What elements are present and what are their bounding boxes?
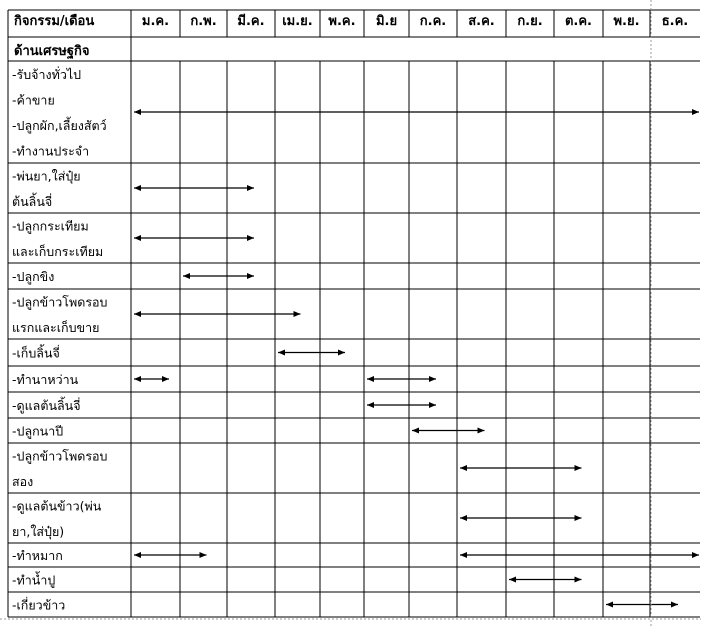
activity-label: -ค้าขาย (12, 92, 55, 108)
table-row (12, 424, 63, 440)
activity-label: -ดูแลต้นข้าว(พ่น (12, 498, 102, 514)
activity-label: -ทำงานประจำ (12, 143, 90, 159)
table-grid (8, 10, 700, 617)
table-row (12, 448, 108, 489)
month-header: ก.ย. (517, 14, 543, 29)
table-row (12, 372, 79, 387)
activity-label: -เก็บลิ้นจี่ (12, 345, 60, 361)
span-arrows (134, 112, 699, 605)
section-label: ด้านเศรษฐกิจ (14, 44, 90, 59)
activity-label: -รับจ้างทั่วไป (12, 66, 82, 82)
activity-label: -ดูแลต้นลิ้นจี่ (12, 398, 81, 413)
table-row (12, 571, 55, 589)
activity-label: -ปลูกกระเทียม (12, 218, 89, 234)
activity-label: -เกี่ยวข้าว (12, 597, 66, 613)
table-row (12, 269, 54, 285)
activity-label: -ทำน้ำปู (12, 572, 56, 588)
activity-label: -ปลูกขิง (12, 269, 55, 284)
header-label: กิจกรรม/เดือน (14, 14, 95, 29)
table-row (12, 548, 63, 563)
activity-label: -ทำนาหว่าน (12, 372, 79, 387)
activity-label: -ปลูกข้าวโพดรอบ (12, 294, 108, 310)
activity-label: -ปลูกผัก,เลี้ยงสัตว์ (12, 117, 107, 133)
activity-label: -ทำหมาก (12, 548, 63, 563)
month-header: พ.ย. (613, 14, 640, 29)
table-row (12, 294, 108, 335)
activity-label: -ปลูกนาปี (12, 423, 64, 439)
activity-label: -ปลูกข้าวโพดรอบ (12, 448, 108, 464)
month-header: ต.ค. (564, 14, 593, 29)
table-row (12, 218, 103, 259)
table-row (12, 66, 107, 159)
month-header: ก.ค. (419, 14, 447, 29)
month-header: พ.ค. (328, 14, 356, 29)
table-row (12, 396, 81, 414)
table-row (12, 498, 102, 540)
activity-label: สอง (12, 473, 34, 489)
table-row (12, 597, 65, 613)
month-header: มิ.ย (375, 14, 398, 29)
activity-label: ยา,ใส่ปุ๋ย) (12, 523, 65, 539)
activity-label: และเก็บกระเทียม (12, 243, 104, 259)
header-row (14, 13, 94, 29)
table-row (12, 168, 81, 209)
month-headers (142, 13, 688, 29)
activity-label: ต้นลิ้นจี่ (12, 193, 53, 209)
month-header: มี.ค. (237, 14, 265, 29)
month-header: ธ.ค. (661, 14, 689, 29)
table-row (12, 344, 60, 361)
activity-label: แรกและเก็บขาย (12, 319, 100, 335)
activity-label: -พ่นยา,ใส่ปุ๋ย (12, 168, 81, 184)
month-header: ส.ค. (468, 14, 495, 29)
month-header: ม.ค. (141, 14, 170, 29)
section-row (14, 43, 90, 60)
month-header: ก.พ. (190, 14, 217, 29)
month-header: เม.ย. (282, 14, 313, 29)
